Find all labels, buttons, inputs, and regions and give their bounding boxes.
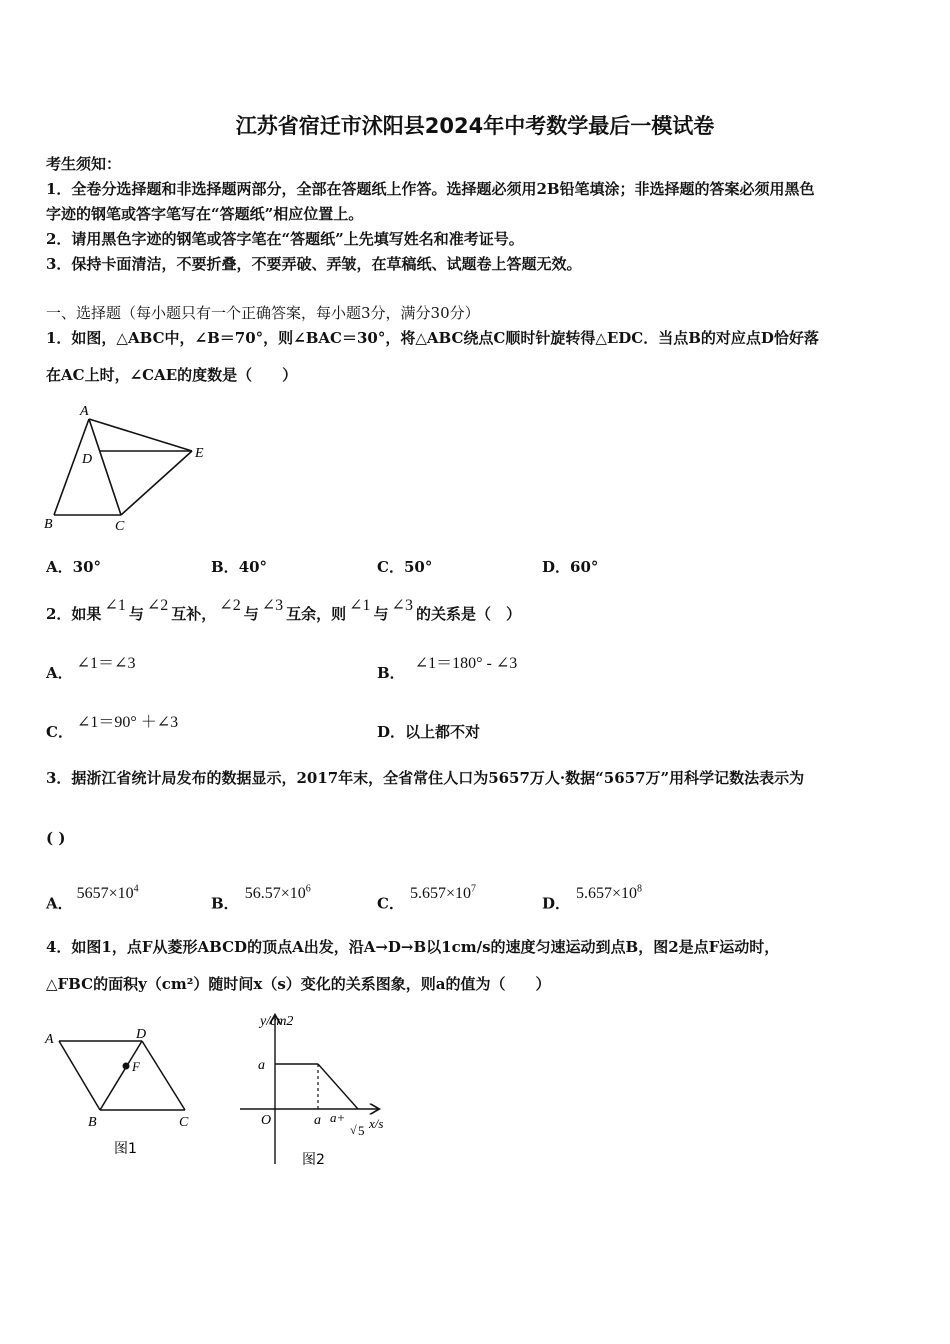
point-f-marker <box>123 1063 130 1070</box>
fig2-caption: 图2 <box>302 1152 325 1168</box>
q2-suffix: 的关系是（ ） <box>415 605 521 623</box>
q3-option-a-exp: 4 <box>133 884 139 895</box>
q1-label-c: C <box>115 519 125 534</box>
fig2-a-on-x: a <box>314 1113 321 1128</box>
q2-option-d[interactable] <box>377 722 480 742</box>
q3-option-d-exp: 8 <box>637 884 643 895</box>
q3-text-line1: 3．据浙江省统计局发布的数据显示，2017年末，全省常住人口为5657万人·数据“5657万”用科学记数法表示为 <box>46 769 805 787</box>
section-heading: 一、选择题（每小题只有一个正确答案，每小题3分，满分30分） <box>46 304 480 322</box>
q4-text-line1: 4．如图1，点F从菱形ABCD的顶点A出发，沿A→D→B以1cm/s的速度匀速运动到点B，图2是点F运动时， <box>46 938 780 956</box>
q1-option-d-letter: D． <box>542 558 571 576</box>
q1-label-e: E <box>195 446 204 461</box>
q3-option-d-base: 5.657×10 <box>576 885 638 903</box>
q1-option-d[interactable] <box>542 557 598 577</box>
q1-option-c[interactable] <box>377 557 432 577</box>
fig2-end-x: a+ <box>330 1110 346 1125</box>
q1-label-a: A <box>80 404 89 419</box>
q2-option-a-text: ∠1＝∠3 <box>76 655 136 672</box>
q2-option-a[interactable] <box>46 655 136 684</box>
q1-text-line1: 1．如图，△ABC中，∠B＝70°，则∠BAC＝30°，将△ABC绕点C顺时针旋转得△EDC．当点B的对应点D恰好落 <box>46 329 819 347</box>
q1-option-c-letter: C． <box>377 558 404 576</box>
q3-option-d[interactable] <box>542 884 643 914</box>
q2-option-b-letter: B． <box>377 664 405 682</box>
q4-text-line2: △FBC的面积y（cm²）随时间x（s）变化的关系图象，则a的值为（ ） <box>46 975 551 993</box>
q1-option-a-text: 30° <box>72 558 102 576</box>
q3-option-b[interactable] <box>211 884 311 914</box>
q1-figure <box>40 400 220 535</box>
q2-option-b[interactable] <box>377 655 518 684</box>
q2-complement: 互余，则 <box>286 605 347 623</box>
q3-option-a-letter: A． <box>46 894 73 913</box>
q1-label-d: D <box>82 452 93 467</box>
notice-item-3: 3．保持卡面清洁，不要折叠，不要弄破、弄皱，在草稿纸、试题卷上答题无效。 <box>46 255 582 273</box>
q2-option-d-text: 以上都不对 <box>405 723 481 741</box>
q2-angle-3: ∠3 <box>261 597 284 614</box>
q1-text-line2: 在AC上时，∠CAE的度数是（ ） <box>46 366 298 384</box>
q1-label-b: B <box>44 517 53 532</box>
notice-item-1-cont: 字迹的钢笔或答字笔写在“答题纸”相应位置上。 <box>46 205 364 223</box>
q1-option-b-letter: B． <box>211 558 239 576</box>
q3-option-c[interactable] <box>377 884 476 914</box>
q1-option-c-text: 50° <box>403 558 433 576</box>
q2-text <box>46 597 521 625</box>
q2-prefix: 2．如果 <box>46 605 102 623</box>
page-title: 江苏省宿迁市沭阳县2024年中考数学最后一模试卷 <box>235 114 715 138</box>
q2-option-c-letter: C． <box>46 723 73 741</box>
q2-and-1: 与 <box>128 605 144 623</box>
q4-figure-2 <box>230 1008 400 1168</box>
notice-heading: 考生须知： <box>46 155 122 173</box>
q3-option-d-letter: D． <box>542 894 571 913</box>
q3-option-a[interactable] <box>46 884 139 914</box>
q2-option-d-letter: D． <box>377 723 406 741</box>
q2-angle-3b: ∠3 <box>391 597 413 614</box>
q2-option-b-text: ∠1＝180° - ∠3 <box>414 655 518 672</box>
q2-angle-1: ∠1 <box>104 597 126 614</box>
fig2-a-on-y: a <box>258 1058 265 1073</box>
q1-option-b[interactable] <box>211 557 267 577</box>
fig2-ylabel: y/cm2 <box>260 1014 294 1029</box>
fig1-label-b: B <box>88 1115 97 1130</box>
sqrt-icon: √ <box>350 1123 357 1137</box>
notice-item-1: 1．全卷分选择题和非选择题两部分，全部在答题纸上作答。选择题必须用2B铅笔填涂；非选择题的答案必须用黑色 <box>46 180 815 198</box>
q1-option-a[interactable] <box>46 557 101 577</box>
q3-option-c-letter: C． <box>377 894 404 913</box>
fig2-xlabel: x/s <box>369 1116 384 1131</box>
q2-angle-2b: ∠2 <box>219 597 241 614</box>
fig1-label-d: D <box>136 1027 147 1042</box>
fig2-origin: O <box>261 1113 272 1128</box>
q1-option-b-text: 40° <box>238 558 268 576</box>
q2-option-c[interactable] <box>46 714 179 743</box>
fig1-label-a: A <box>45 1032 54 1047</box>
q3-option-c-exp: 7 <box>470 884 476 895</box>
q1-option-d-text: 60° <box>570 558 599 576</box>
q2-angle-2: ∠2 <box>146 597 169 614</box>
q1-option-a-letter: A． <box>46 558 73 576</box>
q3-option-b-exp: 6 <box>305 884 311 895</box>
fig1-caption: 图1 <box>114 1141 137 1157</box>
q3-text-line2: ( ) <box>46 829 66 847</box>
q4-figure-1 <box>40 1020 210 1165</box>
q2-option-a-letter: A． <box>46 664 73 682</box>
q2-supplement: 互补， <box>171 605 217 623</box>
fig2-sqrt-value: 5 <box>358 1123 365 1138</box>
q2-option-c-text: ∠1＝90° ＋∠3 <box>76 714 179 731</box>
q3-option-b-letter: B． <box>211 894 239 913</box>
fig1-label-c: C <box>179 1115 189 1130</box>
q3-option-b-base: 56.57×10 <box>244 885 306 903</box>
q2-angle-1b: ∠1 <box>349 597 371 614</box>
fig1-label-f: F <box>132 1059 140 1074</box>
q3-option-a-base: 5657×10 <box>76 885 134 903</box>
q2-and-3: 与 <box>373 605 389 623</box>
q3-option-c-base: 5.657×10 <box>409 885 471 903</box>
q2-and-2: 与 <box>243 605 259 623</box>
notice-item-2: 2．请用黑色字迹的钢笔或答字笔在“答题纸”上先填写姓名和准考证号。 <box>46 230 524 248</box>
